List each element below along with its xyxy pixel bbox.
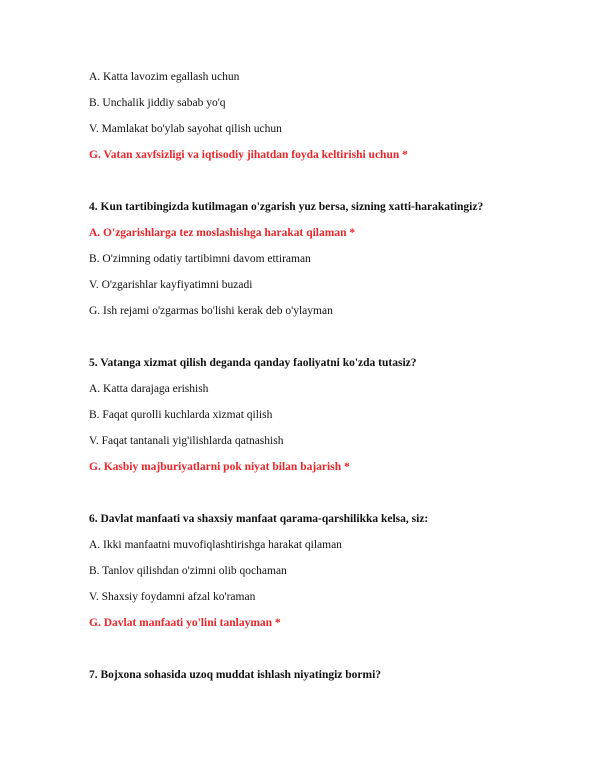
q5-question: 5. Vatanga xizmat qilish deganda qanday faoliyatni ko'zda tutasiz? — [89, 357, 417, 369]
q3-option-a: A. Katta lavozim egallash uchun — [89, 71, 240, 83]
q6-option-b: B. Tanlov qilishdan o'zimni olib qochaman — [89, 565, 287, 577]
q4-option-g: G. Ish rejami o'zgarmas bo'lishi kerak deb o'ylayman — [89, 305, 333, 317]
q6-option-g-correct: G. Davlat manfaati yo'lini tanlayman * — [89, 617, 281, 629]
q5-option-b: B. Faqat qurolli kuchlarda xizmat qilish — [89, 409, 273, 421]
q5-option-v: V. Faqat tantanali yig'ilishlarda qatnashish — [89, 435, 284, 447]
q4-question: 4. Kun tartibingizda kutilmagan o'zgarish yuz bersa, sizning xatti-harakatingiz? — [89, 201, 484, 213]
q3-option-v: V. Mamlakat bo'ylab sayohat qilish uchun — [89, 123, 282, 135]
q7-question: 7. Bojxona sohasida uzoq muddat ishlash niyatingiz bormi? — [89, 669, 382, 681]
q6-question: 6. Davlat manfaati va shaxsiy manfaat qarama-qarshilikka kelsa, siz: — [89, 513, 429, 525]
q6-option-a: A. Ikki manfaatni muvofiqlashtirishga harakat qilaman — [89, 539, 342, 551]
q3-option-b: B. Unchalik jiddiy sabab yo'q — [89, 97, 226, 109]
q4-option-b: B. O'zimning odatiy tartibimni davom ettiraman — [89, 253, 311, 265]
q4-option-a-correct: A. O'zgarishlarga tez moslashishga harakat qilaman * — [89, 227, 356, 239]
q5-option-g-correct: G. Kasbiy majburiyatlarni pok niyat bilan bajarish * — [89, 461, 350, 473]
q6-option-v: V. Shaxsiy foydamni afzal ko'raman — [89, 591, 256, 603]
q4-option-v: V. O'zgarishlar kayfiyatimni buzadi — [89, 279, 253, 291]
q5-option-a: A. Katta darajaga erishish — [89, 383, 209, 395]
q3-option-g-correct: G. Vatan xavfsizligi va iqtisodiy jihatdan foyda keltirishi uchun * — [89, 149, 408, 161]
